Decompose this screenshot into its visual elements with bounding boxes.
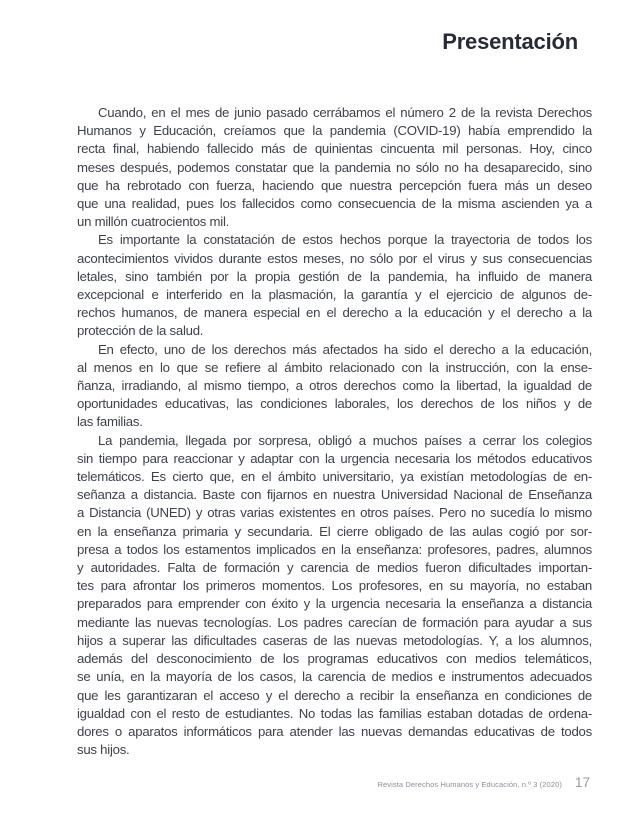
text-line: Humanos y Educación, creíamos que la pandemia (COVID-19) había emprendido la [77, 123, 592, 139]
text-line: a Distancia (UNED) y otras varias existentes en otros países. Pero no sucedía lo mismo [77, 505, 592, 521]
text-line: protección de la salud. [77, 323, 204, 339]
text-line: las familias. [77, 414, 143, 430]
text-line: telemáticos. Es cierto que, en el ámbito universitario, ya existían metodologías de en- [77, 469, 592, 485]
text-line: presa a todos los estamentos implicados en la enseñanza: profesores, padres, alumnos [77, 541, 592, 557]
article-body [77, 104, 592, 759]
text-line: rechos humanos, de manera especial en el derecho a la educación y el derecho a la [77, 305, 592, 321]
text-line: preparados para emprender con éxito y la urgencia necesaria la enseñanza a distancia [77, 596, 592, 612]
text-line: Es importante la constatación de estos hechos porque la trayectoria de todos los [98, 232, 592, 248]
text-line: excepcional e interferido en la plasmación, la garantía y el ejercicio de algunos de- [77, 287, 592, 303]
text-line: La pandemia, llegada por sorpresa, obligó a muchos países a cerrar los colegios [98, 432, 592, 448]
text-line: Cuando, en el mes de junio pasado cerrábamos el número 2 de la revista Derechos [98, 105, 592, 120]
text-line: que ha rebrotado con fuerza, haciendo que nuestra percepción fuera más un deseo [77, 177, 592, 193]
text-line: meses después, podemos constatar que la pandemia no sólo no ha desaparecido, sino [77, 159, 592, 175]
text-line: señanza a distancia. Baste con fijarnos en nuestra Universidad Nacional de Enseñanza [77, 487, 592, 503]
text-line: letales, sino también por la propia gestión de la pandemia, ha influido de manera [77, 268, 592, 284]
footer-page-number: 17 [574, 775, 590, 790]
text-line: y autoridades. Falta de formación y carencia de medios fueron dificultades importan- [77, 560, 592, 576]
text-line: sin tiempo para reaccionar y adaptar con la urgencia necesaria los métodos educativos [77, 450, 592, 466]
text-line: sus hijos. [77, 742, 130, 758]
text-line: recta final, habiendo fallecido más de quinientas cincuenta mil personas. Hoy, cinco [77, 141, 592, 157]
text-line: hijos a superar las dificultades caseras de las nuevas metodologías. Y, a los alumnos, [77, 632, 592, 648]
text-line: un millón cuatrocientos mil. [77, 214, 230, 230]
text-line: al menos en lo que se refiere al ámbito relacionado con la instrucción, con la ense- [77, 359, 592, 375]
text-line: además del desconocimiento de los programas educativos con medios telemáticos, [77, 651, 592, 667]
text-line: ñanza, irradiando, al mismo tiempo, a otros derechos como la libertad, la igualdad de [77, 378, 592, 394]
text-line: dores o aparatos informáticos para atender las nuevas demandas educativas de todos [77, 723, 592, 739]
paragraph [77, 432, 592, 760]
paragraph [77, 104, 592, 231]
text-line: igualdad con el resto de estudiantes. No todas las familias estaban dotadas de ordena- [77, 705, 592, 721]
text-line: se unía, en la mayoría de los casos, la carencia de medios e instrumentos adecuados [77, 669, 592, 685]
text-line: oportunidades educativas, las condiciones laborales, los derechos de los niños y de [77, 396, 592, 412]
text-line: acontecimientos vividos durante estos meses, no sólo por el virus y sus consecuencias [77, 250, 592, 266]
paragraph [77, 231, 592, 340]
footer-journal-citation: Revista Derechos Humanos y Educación, n.º 3 (2020) [377, 780, 562, 789]
page-footer [377, 775, 590, 790]
page-title: Presentación [442, 29, 578, 54]
text-line: que una realidad, pues los fallecidos como consecuencia de la misma ascienden ya a [77, 196, 592, 212]
text-line: mediante las nuevas tecnologías. Los padres carecían de formación para ayudar a sus [77, 614, 592, 630]
paragraph [77, 341, 592, 432]
text-line: que les garantizaran el acceso y el derecho a recibir la enseñanza en condiciones de [77, 687, 592, 703]
text-line: en la enseñanza primaria y secundaria. El cierre obligado de las aulas cogió por sor- [77, 523, 592, 539]
text-line: En efecto, uno de los derechos más afectados ha sido el derecho a la educación, [98, 341, 592, 357]
text-line: tes para afrontar los primeros momentos. Los profesores, en su mayoría, no estaban [77, 578, 592, 594]
